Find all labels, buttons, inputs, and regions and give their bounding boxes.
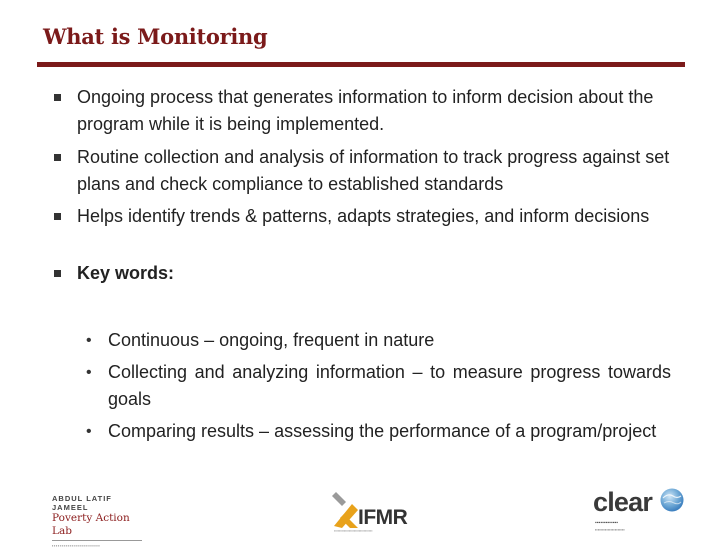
sub-bullet-item bbox=[86, 418, 671, 445]
bullet-item-key-words bbox=[52, 260, 682, 287]
dot-bullet-icon: • bbox=[86, 364, 92, 381]
clear-logo-subline: ▪▪▪▪▪▪▪▪▪▪▪▪▪ bbox=[595, 520, 619, 526]
clear-logo-tagline: ▪▪▪▪▪▪▪▪▪▪▪▪▪▪▪▪▪▪▪▪▪ bbox=[595, 527, 625, 532]
sub-bullet-list bbox=[86, 327, 671, 450]
square-bullet-icon bbox=[54, 94, 61, 101]
bullet-text: Routine collection and analysis of information to track progress against set plans and check compliance to established standards bbox=[77, 147, 670, 194]
dot-bullet-icon: • bbox=[86, 332, 92, 349]
sub-bullet-text: Continuous – ongoing, frequent in nature bbox=[108, 330, 435, 350]
sub-bullet-text: Comparing results – assessing the performance of a program/project bbox=[108, 421, 657, 441]
sub-bullet-item bbox=[86, 359, 671, 413]
square-bullet-icon bbox=[54, 213, 61, 220]
ifmr-logo-text: IFMR bbox=[358, 506, 408, 529]
bullet-text: Helps identify trends & patterns, adapts strategies, and inform decisions bbox=[77, 206, 650, 226]
sub-bullet-item bbox=[86, 327, 671, 354]
jpal-logo-line2: Poverty Action Lab bbox=[52, 512, 130, 537]
bullet-item bbox=[52, 144, 682, 198]
jpal-logo-tagline: ▪▪▪▪▪▪▪▪▪▪▪▪▪▪▪▪▪▪▪▪▪▪▪▪ bbox=[52, 543, 101, 548]
clear-logo-text: clear bbox=[593, 487, 653, 517]
ifmr-logo bbox=[330, 490, 435, 534]
jpal-logo-rule bbox=[52, 540, 142, 541]
globe-icon bbox=[659, 487, 685, 513]
bullet-item bbox=[52, 203, 682, 230]
dot-bullet-icon: • bbox=[86, 423, 92, 440]
clear-logo bbox=[593, 487, 688, 535]
ifmr-logo-tagline: ▪▪▪▪▪▪▪▪▪▪▪▪▪▪▪▪▪▪▪▪▪▪▪▪▪▪▪▪▪▪▪ bbox=[334, 529, 373, 533]
title-divider bbox=[37, 62, 685, 67]
slide-title: What is Monitoring bbox=[43, 24, 268, 49]
jpal-logo-line1: ABDUL LATIF JAMEEL bbox=[52, 494, 112, 512]
bullet-item bbox=[52, 84, 682, 138]
bullet-list bbox=[52, 84, 682, 301]
bullet-text: Ongoing process that generates information to inform decision about the program while it is being implemented. bbox=[77, 87, 654, 134]
square-bullet-icon bbox=[54, 154, 61, 161]
sub-bullet-text: Collecting and analyzing information – to measure progress towards goals bbox=[108, 362, 671, 409]
bullet-text: Key words: bbox=[77, 263, 175, 283]
square-bullet-icon bbox=[54, 270, 61, 277]
